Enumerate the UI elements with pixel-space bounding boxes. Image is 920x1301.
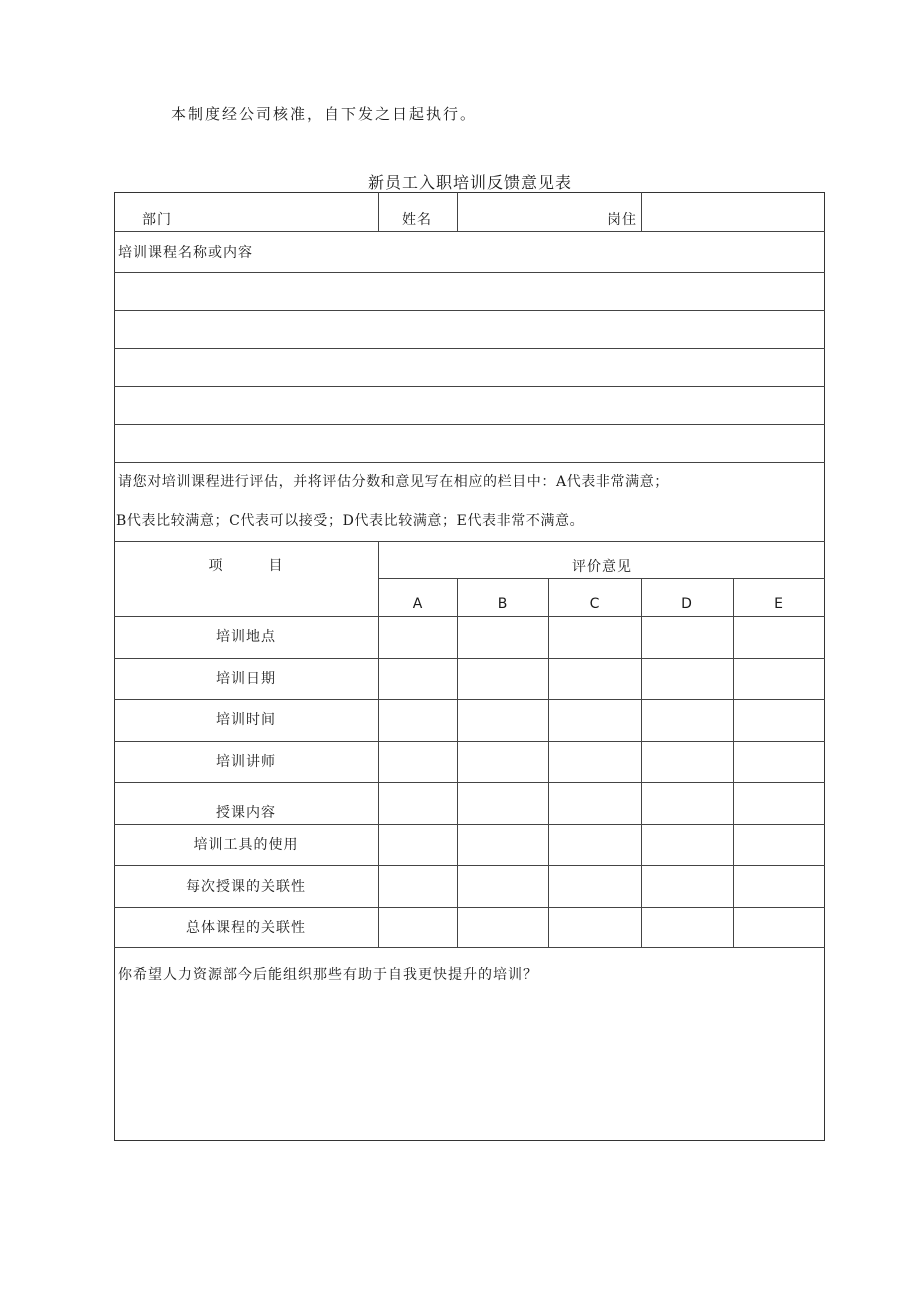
rating-cell-7-c[interactable] xyxy=(550,867,640,906)
rating-cell-5-b[interactable] xyxy=(459,784,547,823)
rating-cell-8-e[interactable] xyxy=(735,909,824,946)
rating-cell-6-a[interactable] xyxy=(380,826,456,864)
row-divider xyxy=(114,386,825,387)
row-divider xyxy=(114,616,825,617)
item-training-time: 培训时间 xyxy=(216,712,276,728)
item-training-tools: 培训工具的使用 xyxy=(193,837,299,853)
item-course-content: 授课内容 xyxy=(216,805,276,821)
row-divider xyxy=(378,578,825,579)
item-training-location: 培训地点 xyxy=(216,629,276,645)
rating-cell-7-e[interactable] xyxy=(735,867,824,906)
rating-cell-8-c[interactable] xyxy=(550,909,640,946)
rating-cell-2-e[interactable] xyxy=(735,660,824,698)
rating-cell-4-c[interactable] xyxy=(550,743,640,781)
rating-cell-3-e[interactable] xyxy=(735,701,824,740)
position-label: 岗住 xyxy=(607,212,637,228)
rating-cell-1-c[interactable] xyxy=(550,618,640,657)
row-divider xyxy=(114,272,825,273)
rating-cell-5-e[interactable] xyxy=(735,784,824,823)
rating-cell-3-d[interactable] xyxy=(643,701,732,740)
rating-cell-4-b[interactable] xyxy=(459,743,547,781)
header-divider xyxy=(641,192,642,231)
rating-cell-2-a[interactable] xyxy=(380,660,456,698)
rating-cell-4-a[interactable] xyxy=(380,743,456,781)
course-line[interactable] xyxy=(116,274,823,309)
row-divider xyxy=(114,782,825,783)
rating-cell-3-a[interactable] xyxy=(380,701,456,740)
header-divider xyxy=(378,192,379,231)
rating-cell-2-b[interactable] xyxy=(459,660,547,698)
rating-cell-8-d[interactable] xyxy=(643,909,732,946)
item-column-divider xyxy=(378,541,379,947)
item-overall-relevance: 总体课程的关联性 xyxy=(186,920,306,936)
rating-cell-2-d[interactable] xyxy=(643,660,732,698)
row-divider xyxy=(114,741,825,742)
name-label: 姓名 xyxy=(402,212,432,228)
row-divider xyxy=(114,541,825,542)
course-line[interactable] xyxy=(116,350,823,385)
item-training-date: 培训日期 xyxy=(216,671,276,687)
row-divider xyxy=(114,658,825,659)
rating-cell-7-d[interactable] xyxy=(643,867,732,906)
course-line[interactable] xyxy=(116,312,823,347)
rating-cell-6-c[interactable] xyxy=(550,826,640,864)
rating-cell-2-c[interactable] xyxy=(550,660,640,698)
grade-header-e: E xyxy=(774,596,784,612)
row-divider xyxy=(114,907,825,908)
item-session-relevance: 每次授课的关联性 xyxy=(186,879,306,895)
instructions-line-2: B代表比较满意；C代表可以接受；D代表比较满意；E代表非常不满意。 xyxy=(116,513,585,529)
rating-cell-4-e[interactable] xyxy=(735,743,824,781)
rating-cell-3-c[interactable] xyxy=(550,701,640,740)
rating-cell-8-b[interactable] xyxy=(459,909,547,946)
rating-cell-5-d[interactable] xyxy=(643,784,732,823)
department-label: 部门 xyxy=(142,212,172,228)
row-divider xyxy=(114,348,825,349)
rating-cell-1-e[interactable] xyxy=(735,618,824,657)
rating-cell-6-e[interactable] xyxy=(735,826,824,864)
grade-column-divider xyxy=(733,578,734,947)
position-field[interactable] xyxy=(644,195,822,229)
form-title: 新员工入职培训反馈意见表 xyxy=(367,173,572,192)
rating-cell-5-a[interactable] xyxy=(380,784,456,823)
rating-cell-1-a[interactable] xyxy=(380,618,456,657)
grade-header-b: B xyxy=(497,596,509,612)
rating-cell-7-a[interactable] xyxy=(380,867,456,906)
row-divider xyxy=(114,424,825,425)
course-line[interactable] xyxy=(116,426,823,461)
suggestion-field[interactable] xyxy=(116,990,823,1138)
rating-cell-3-b[interactable] xyxy=(459,701,547,740)
suggestion-label: 你希望人力资源部今后能组织那些有助于自我更快提升的培训？ xyxy=(118,967,538,983)
rating-cell-6-b[interactable] xyxy=(459,826,547,864)
grade-column-divider xyxy=(457,578,458,947)
grade-column-divider xyxy=(641,578,642,947)
instructions-line-1: 请您对培训课程进行评估，并将评估分数和意见写在相应的栏目中：A代表非常满意； xyxy=(118,474,669,490)
rating-cell-8-a[interactable] xyxy=(380,909,456,946)
header-divider xyxy=(457,192,458,231)
rating-cell-4-d[interactable] xyxy=(643,743,732,781)
course-label: 培训课程名称或内容 xyxy=(118,245,253,261)
rating-cell-1-b[interactable] xyxy=(459,618,547,657)
row-divider xyxy=(114,824,825,825)
rating-cell-6-d[interactable] xyxy=(643,826,732,864)
item-header: 项 目 xyxy=(208,558,284,574)
item-trainer: 培训讲师 xyxy=(216,754,276,770)
row-divider xyxy=(114,231,825,232)
rating-cell-7-b[interactable] xyxy=(459,867,547,906)
row-divider xyxy=(114,865,825,866)
grade-header-d: D xyxy=(681,596,693,612)
grade-column-divider xyxy=(548,578,549,947)
row-divider xyxy=(114,462,825,463)
intro-text: 本制度经公司核准，自下发之日起执行。 xyxy=(171,105,478,123)
grade-header-c: C xyxy=(589,596,601,612)
row-divider xyxy=(114,947,825,948)
row-divider xyxy=(114,310,825,311)
row-divider xyxy=(114,699,825,700)
opinion-header: 评价意见 xyxy=(572,559,632,575)
name-field[interactable] xyxy=(460,195,600,229)
rating-cell-5-c[interactable] xyxy=(550,784,640,823)
rating-cell-1-d[interactable] xyxy=(643,618,732,657)
course-line[interactable] xyxy=(116,388,823,423)
grade-header-a: A xyxy=(412,596,424,612)
department-field[interactable] xyxy=(142,200,372,228)
